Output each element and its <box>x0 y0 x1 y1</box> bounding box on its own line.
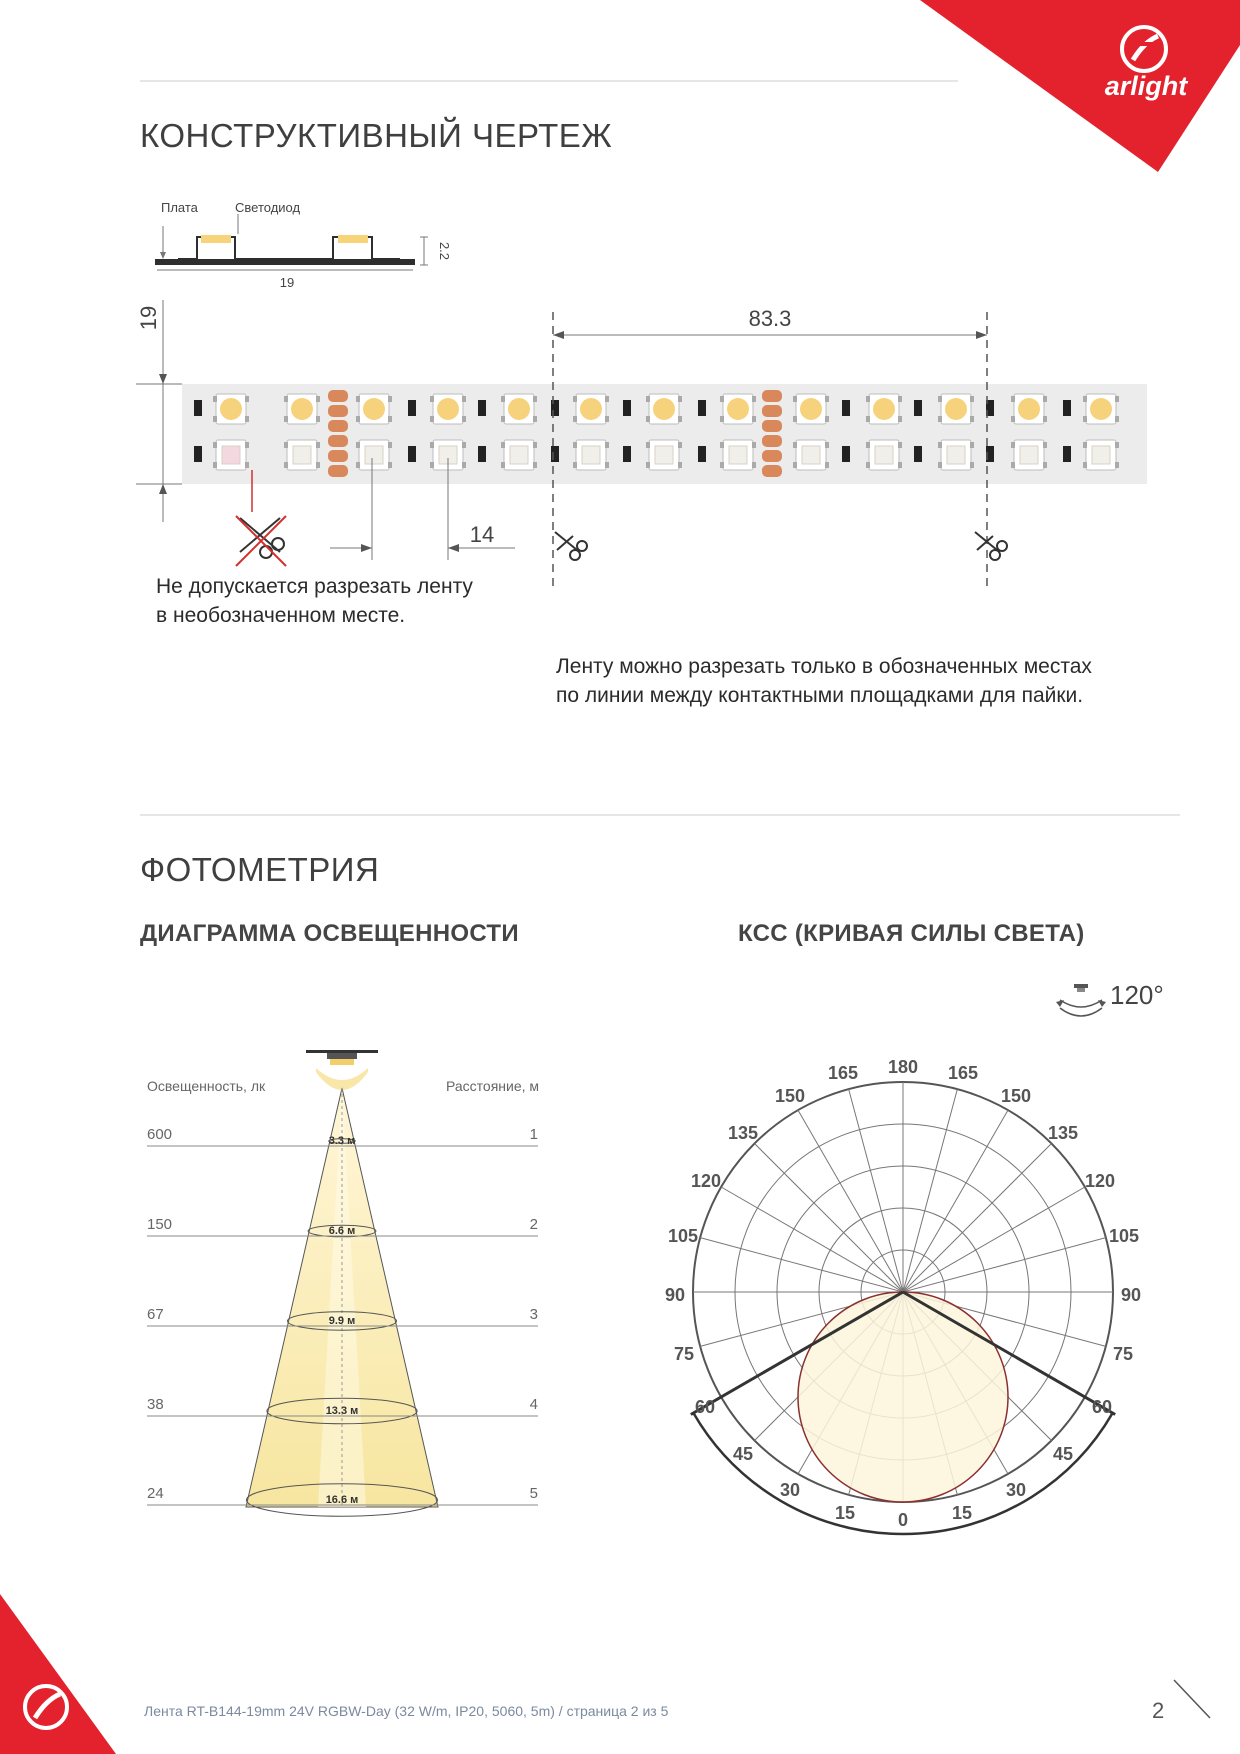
angle-label: 105 <box>1108 1226 1140 1246</box>
angle-label: 60 <box>1091 1397 1113 1417</box>
solder-pad <box>328 450 348 462</box>
distance-header: Расстояние, м <box>446 1078 540 1094</box>
angle-label: 75 <box>1112 1344 1134 1364</box>
diameter-value: 16.6 м <box>325 1494 359 1506</box>
footer-text: Лента RT-B144-19mm 24V RGBW-Day (32 W/m, IP20, 5060, 5m) / страница 2 из 5 <box>144 1703 669 1719</box>
solder-pad <box>762 465 782 477</box>
solder-pad <box>328 435 348 447</box>
angle-label: 90 <box>664 1285 686 1305</box>
angle-label: 120 <box>1084 1171 1116 1191</box>
section-divider <box>140 814 1180 816</box>
resistor <box>478 400 486 416</box>
lux-value: 38 <box>147 1396 164 1413</box>
angle-label: 15 <box>834 1503 856 1523</box>
angle-label: 30 <box>1005 1480 1027 1500</box>
lux-value: 150 <box>147 1216 173 1233</box>
brand-logo-text: arlight <box>1104 71 1188 101</box>
distance-value: 5 <box>529 1485 538 1502</box>
diameter-value: 13.3 м <box>325 1405 359 1417</box>
scissors-crossed-icon <box>236 516 286 566</box>
solder-pad <box>328 465 348 477</box>
page-number: 2 <box>1152 1698 1165 1723</box>
solder-pad <box>762 435 782 447</box>
resistor <box>1063 446 1071 462</box>
beam-angle-value: 120° <box>1110 980 1164 1010</box>
page-corner-mark <box>1172 1678 1212 1722</box>
label-led: Светодиод <box>235 200 301 215</box>
angle-label: 135 <box>1047 1123 1079 1143</box>
distance-value: 1 <box>529 1126 538 1143</box>
angle-label: 75 <box>673 1344 695 1364</box>
dim-pitch: 14 <box>469 522 495 547</box>
diameter-value: 6.6 м <box>328 1225 356 1237</box>
angle-label: 45 <box>732 1444 754 1464</box>
resistor <box>194 446 202 462</box>
dim-strip-width: 19 <box>136 305 161 331</box>
solder-pad <box>762 405 782 417</box>
distance-value: 3 <box>529 1306 538 1323</box>
angle-label: 0 <box>897 1510 909 1530</box>
dim-profile-width: 19 <box>279 275 295 290</box>
resistor <box>551 400 559 416</box>
angle-label: 60 <box>694 1397 716 1417</box>
resistor <box>551 446 559 462</box>
resistor <box>408 446 416 462</box>
angle-label: 45 <box>1052 1444 1074 1464</box>
solder-pad <box>328 390 348 402</box>
angle-label: 180 <box>887 1057 919 1077</box>
angle-label: 30 <box>779 1480 801 1500</box>
polar-title: КСС (КРИВАЯ СИЛЫ СВЕТА) <box>738 920 1085 947</box>
lux-header: Освещенность, лк <box>147 1078 266 1094</box>
warning-line-1: Не допускается разрезать ленту <box>156 575 473 598</box>
photometry-title: ФОТОМЕТРИЯ <box>140 851 380 888</box>
construction-drawing <box>0 0 1240 760</box>
distance-value: 2 <box>529 1216 538 1233</box>
resistor <box>698 400 706 416</box>
lux-value: 67 <box>147 1306 164 1323</box>
angle-label: 165 <box>947 1063 979 1083</box>
diameter-value: 3.3 м <box>328 1135 356 1147</box>
angle-label: 165 <box>827 1063 859 1083</box>
angle-label: 15 <box>951 1503 973 1523</box>
scissors-icon <box>555 532 587 560</box>
profile-section <box>155 200 452 290</box>
construction-title: КОНСТРУКТИВНЫЙ ЧЕРТЕЖ <box>140 117 613 154</box>
solder-pad <box>328 420 348 432</box>
dim-segment: 83.3 <box>748 306 792 331</box>
angle-label: 150 <box>1000 1086 1032 1106</box>
resistor <box>408 400 416 416</box>
resistor <box>623 446 631 462</box>
resistor <box>914 446 922 462</box>
diameter-value: 9.9 м <box>328 1315 356 1327</box>
solder-pad <box>762 420 782 432</box>
resistor <box>842 400 850 416</box>
cut-note-line-2: по линии между контактными площадками для пайки. <box>556 684 1084 707</box>
resistor <box>698 446 706 462</box>
solder-pad <box>762 450 782 462</box>
footer-brand-corner <box>0 1594 120 1754</box>
dim-profile-height: 2.2 <box>437 241 452 261</box>
resistor <box>194 400 202 416</box>
angle-label: 105 <box>667 1226 699 1246</box>
angle-label: 150 <box>774 1086 806 1106</box>
lux-value: 600 <box>147 1126 173 1143</box>
resistor <box>478 446 486 462</box>
solder-pad <box>762 390 782 402</box>
resistor <box>623 400 631 416</box>
angle-label: 135 <box>727 1123 759 1143</box>
angle-label: 90 <box>1120 1285 1142 1305</box>
lux-value: 24 <box>147 1485 164 1502</box>
solder-pad <box>328 405 348 417</box>
angle-label: 120 <box>690 1171 722 1191</box>
scissors-icon <box>975 532 1007 560</box>
distance-value: 4 <box>529 1396 538 1413</box>
cut-note-line-1: Ленту можно разрезать только в обозначенных местах <box>556 655 1092 678</box>
resistor <box>842 446 850 462</box>
illuminance-title: ДИАГРАММА ОСВЕЩЕННОСТИ <box>140 920 519 947</box>
warning-line-2: в необозначенном месте. <box>156 604 406 627</box>
resistor <box>1063 400 1071 416</box>
illuminance-diagram <box>0 1040 620 1520</box>
intensity-curve <box>798 1292 1008 1502</box>
resistor <box>914 400 922 416</box>
label-board: Плата <box>161 200 198 215</box>
polar-diagram <box>640 1030 1180 1570</box>
